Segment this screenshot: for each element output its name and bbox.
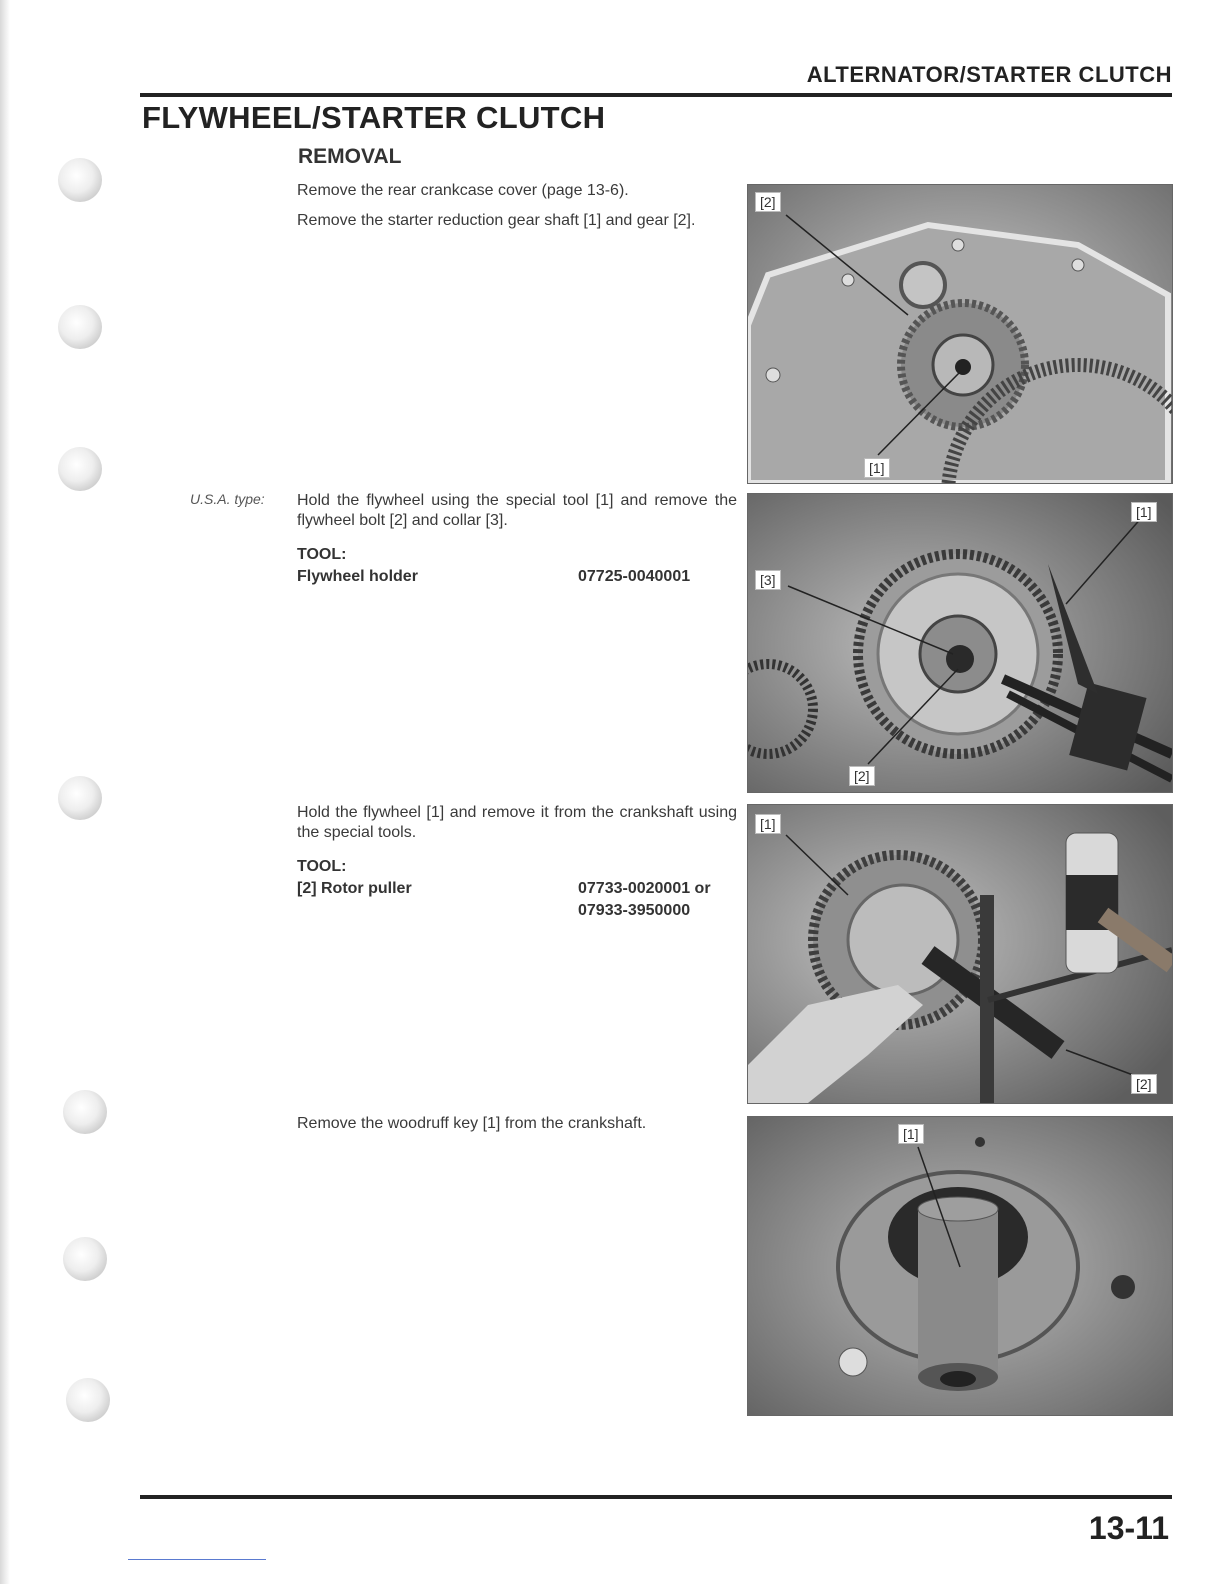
step-3-text: Hold the flywheel using the special tool [1] and remove the flywheel bolt [2] and collar [3].	[297, 492, 737, 529]
figure-3-callout: [1]	[755, 814, 781, 834]
step-3-tool-heading: TOOL:	[297, 546, 347, 563]
figure-1-photo	[747, 184, 1173, 484]
page-left-edge	[0, 0, 10, 1584]
binder-hole	[58, 158, 102, 202]
section-subtitle: REMOVAL	[298, 145, 402, 168]
figure-3-photo	[747, 804, 1173, 1104]
figure-4-photo	[747, 1116, 1173, 1416]
figure-3-callout: [2]	[1131, 1074, 1157, 1094]
binder-hole	[66, 1378, 110, 1422]
step-3-tool-number: 07725-0040001	[578, 568, 691, 585]
step-4-tool-heading: TOOL:	[297, 858, 347, 875]
footer-rule	[140, 1495, 1172, 1499]
section-title: FLYWHEEL/STARTER CLUTCH	[142, 100, 606, 135]
binder-hole	[63, 1237, 107, 1281]
step-3-note: U.S.A. type:	[190, 491, 265, 507]
bottom-link-line	[128, 1559, 266, 1560]
header-rule	[140, 93, 1172, 97]
binder-hole	[58, 447, 102, 491]
figure-1-callout: [2]	[755, 192, 781, 212]
figure-4-callout: [1]	[898, 1124, 924, 1144]
step-4-tool-number-2: 07933-3950000	[578, 902, 691, 919]
step-1-text: Remove the rear crankcase cover (page 13-6).	[297, 182, 629, 199]
figure-2-callout: [2]	[849, 766, 875, 786]
page-number: 13-11	[1088, 1510, 1169, 1546]
binder-hole	[63, 1090, 107, 1134]
step-4-text: Hold the flywheel [1] and remove it from the crankshaft using the special tools.	[297, 804, 737, 841]
figure-2-callout: [3]	[755, 570, 781, 590]
figure-1-callout: [1]	[864, 458, 890, 478]
step-2-text: Remove the starter reduction gear shaft [1] and gear [2].	[297, 212, 696, 229]
figure-2-photo	[747, 493, 1173, 793]
binder-hole	[58, 776, 102, 820]
step-4-tool-number-1: 07733-0020001 or	[578, 880, 711, 897]
binder-hole	[58, 305, 102, 349]
figure-2-callout: [1]	[1131, 502, 1157, 522]
step-3-tool-name: Flywheel holder	[297, 568, 418, 585]
step-4-tool-name: [2] Rotor puller	[297, 880, 412, 897]
chapter-title: ALTERNATOR/STARTER CLUTCH	[806, 62, 1172, 87]
step-5-text: Remove the woodruff key [1] from the crankshaft.	[297, 1115, 647, 1132]
